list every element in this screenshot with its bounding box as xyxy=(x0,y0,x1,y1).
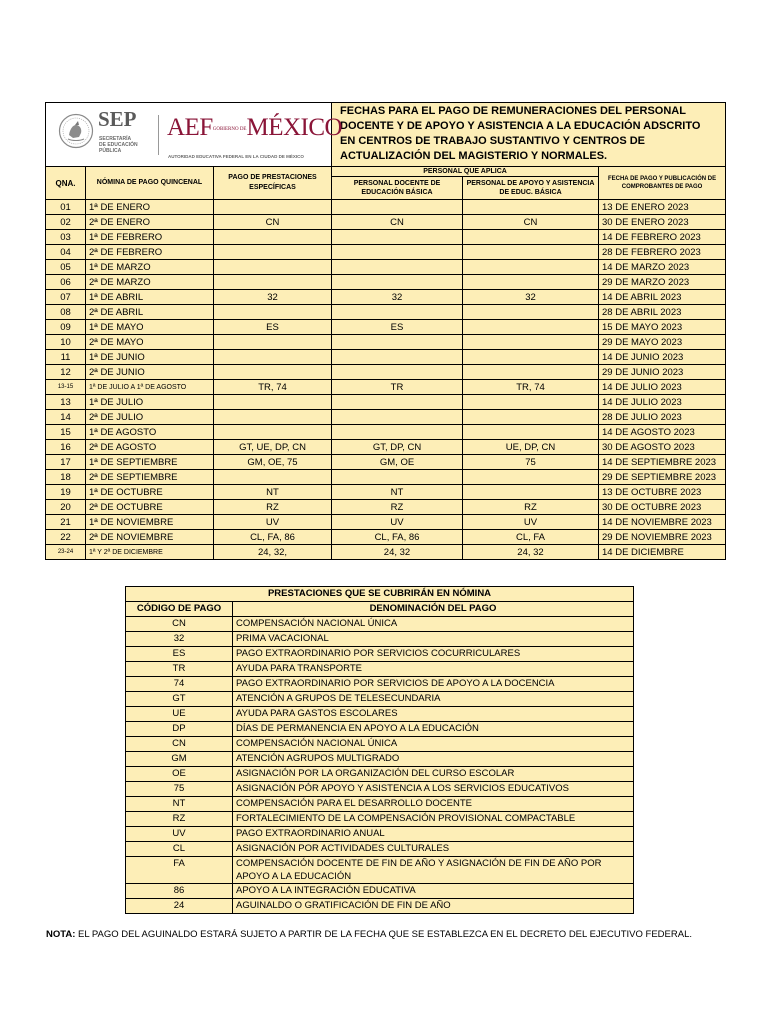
cell-doc: TR xyxy=(332,380,463,395)
cell-fecha: 15 DE MAYO 2023 xyxy=(599,320,726,335)
cell-prest xyxy=(214,200,332,215)
cell-apoyo xyxy=(463,230,599,245)
table-row xyxy=(46,260,726,275)
benefits-table xyxy=(125,586,634,914)
benefit-code: ES xyxy=(126,647,233,662)
benefit-code: OE xyxy=(126,767,233,782)
col-fecha: FECHA DE PAGO Y PUBLICACIÓN DE COMPROBANTES DE PAGO xyxy=(599,167,726,200)
benefit-code: RZ xyxy=(126,812,233,827)
cell-doc: ES xyxy=(332,320,463,335)
cell-qna: 11 xyxy=(46,350,86,365)
benefit-code: CN xyxy=(126,617,233,632)
table-row xyxy=(46,305,726,320)
cell-prest xyxy=(214,230,332,245)
benefit-code: 75 xyxy=(126,782,233,797)
cell-apoyo xyxy=(463,200,599,215)
cell-fecha: 14 DE ABRIL 2023 xyxy=(599,290,726,305)
cell-prest: TR, 74 xyxy=(214,380,332,395)
cell-qna: 16 xyxy=(46,440,86,455)
cell-doc xyxy=(332,425,463,440)
cell-prest xyxy=(214,245,332,260)
cell-doc xyxy=(332,245,463,260)
cell-fecha: 28 DE JULIO 2023 xyxy=(599,410,726,425)
cell-nomina: 1ª DE JULIO xyxy=(86,395,214,410)
benefit-name: ASIGNACIÓN POR LA ORGANIZACIÓN DEL CURSO ESCOLAR xyxy=(233,767,634,782)
cell-doc: GM, OE xyxy=(332,455,463,470)
benefit-name: COMPENSACIÓN DOCENTE DE FIN DE AÑO Y ASIGNACIÓN DE FIN DE AÑO POR APOYO A LA EDUCACIÓN xyxy=(233,857,634,884)
cell-nomina: 2ª DE AGOSTO xyxy=(86,440,214,455)
table-row xyxy=(46,365,726,380)
benefit-code: CN xyxy=(126,737,233,752)
benefit-name: FORTALECIMIENTO DE LA COMPENSACIÓN PROVISIONAL COMPACTABLE xyxy=(233,812,634,827)
cell-fecha: 14 DE AGOSTO 2023 xyxy=(599,425,726,440)
cell-nomina: 1ª DE MARZO xyxy=(86,260,214,275)
benefit-code: 74 xyxy=(126,677,233,692)
cell-doc xyxy=(332,230,463,245)
cell-doc xyxy=(332,395,463,410)
table-row xyxy=(46,500,726,515)
benefit-code: NT xyxy=(126,797,233,812)
table-row xyxy=(46,380,726,395)
benefit-name: PAGO EXTRAORDINARIO ANUAL xyxy=(233,827,634,842)
benefit-name: COMPENSACIÓN NACIONAL ÚNICA xyxy=(233,617,634,632)
cell-apoyo xyxy=(463,485,599,500)
cell-nomina: 1ª DE FEBRERO xyxy=(86,230,214,245)
cell-doc xyxy=(332,305,463,320)
cell-doc xyxy=(332,275,463,290)
table-row xyxy=(46,410,726,425)
list-item xyxy=(126,899,634,914)
cell-doc: RZ xyxy=(332,500,463,515)
benefit-name: AYUDA PARA TRANSPORTE xyxy=(233,662,634,677)
list-item xyxy=(126,827,634,842)
cell-prest xyxy=(214,350,332,365)
cell-nomina: 1ª DE MAYO xyxy=(86,320,214,335)
cell-fecha: 14 DE NOVIEMBRE 2023 xyxy=(599,515,726,530)
benefit-code: UE xyxy=(126,707,233,722)
cell-qna: 02 xyxy=(46,215,86,230)
cell-prest xyxy=(214,395,332,410)
col-denominacion: DENOMINACIÓN DEL PAGO xyxy=(233,602,634,617)
cell-fecha: 14 DE JULIO 2023 xyxy=(599,380,726,395)
cell-qna: 15 xyxy=(46,425,86,440)
cell-apoyo xyxy=(463,365,599,380)
cell-fecha: 29 DE SEPTIEMBRE 2023 xyxy=(599,470,726,485)
cell-prest xyxy=(214,425,332,440)
list-item xyxy=(126,692,634,707)
footnote: NOTA: EL PAGO DEL AGUINALDO ESTARÁ SUJETO A PARTIR DE LA FECHA QUE SE ESTABLEZCA EN EL DECRETO DEL EJECUTIVO FEDERAL. xyxy=(46,929,692,940)
cell-apoyo xyxy=(463,245,599,260)
cell-apoyo: UE, DP, CN xyxy=(463,440,599,455)
benefit-name: PAGO EXTRAORDINARIO POR SERVICIOS DE APOYO A LA DOCENCIA xyxy=(233,677,634,692)
document-title: FECHAS PARA EL PAGO DE REMUNERACIONES DEL PERSONAL DOCENTE Y DE APOYO Y ASISTENCIA A LA EDUCACIÓN ADSCRITO EN CENTROS DE TRABAJO SUSTANTIVO Y CENTROS DE ACTUALIZACIÓN DEL MAGISTERIO Y NORMALES. xyxy=(332,103,726,167)
cell-prest: GT, UE, DP, CN xyxy=(214,440,332,455)
table-row xyxy=(46,200,726,215)
cell-prest: 24, 32, xyxy=(214,545,332,560)
col-qna: QNA. xyxy=(46,167,86,200)
table-row xyxy=(46,440,726,455)
benefit-code: GM xyxy=(126,752,233,767)
cell-qna: 07 xyxy=(46,290,86,305)
cell-nomina: 2ª DE ABRIL xyxy=(86,305,214,320)
table-row xyxy=(46,455,726,470)
cell-qna: 03 xyxy=(46,230,86,245)
cell-qna: 01 xyxy=(46,200,86,215)
cell-prest: ES xyxy=(214,320,332,335)
cell-nomina: 1ª DE JUNIO xyxy=(86,350,214,365)
aef-logo-text: AEFGOBIERNO DEMÉXICO xyxy=(167,114,343,141)
col-prestaciones: PAGO DE PRESTACIONES ESPECÍFICAS xyxy=(214,167,332,200)
cell-prest xyxy=(214,335,332,350)
table-row xyxy=(46,425,726,440)
cell-fecha: 29 DE MAYO 2023 xyxy=(599,335,726,350)
cell-prest xyxy=(214,260,332,275)
cell-prest: GM, OE, 75 xyxy=(214,455,332,470)
cell-apoyo xyxy=(463,305,599,320)
cell-doc xyxy=(332,335,463,350)
cell-fecha: 14 DE JUNIO 2023 xyxy=(599,350,726,365)
table-row xyxy=(46,320,726,335)
cell-doc: CL, FA, 86 xyxy=(332,530,463,545)
cell-qna: 22 xyxy=(46,530,86,545)
table-row xyxy=(46,215,726,230)
cell-nomina: 2ª DE NOVIEMBRE xyxy=(86,530,214,545)
benefit-name: COMPENSACIÓN PARA EL DESARROLLO DOCENTE xyxy=(233,797,634,812)
cell-doc: NT xyxy=(332,485,463,500)
cell-qna: 13-15 xyxy=(46,380,86,395)
list-item xyxy=(126,722,634,737)
cell-fecha: 14 DE MARZO 2023 xyxy=(599,260,726,275)
cell-apoyo: UV xyxy=(463,515,599,530)
table-row xyxy=(46,350,726,365)
cell-prest xyxy=(214,410,332,425)
cell-apoyo: RZ xyxy=(463,500,599,515)
list-item xyxy=(126,842,634,857)
col-apoyo: PERSONAL DE APOYO Y ASISTENCIA DE EDUC. BÁSICA xyxy=(463,177,599,200)
cell-nomina: 1ª DE JULIO A 1ª DE AGOSTO xyxy=(86,380,214,395)
benefit-name: APOYO A LA INTEGRACIÓN EDUCATIVA xyxy=(233,884,634,899)
benefit-code: UV xyxy=(126,827,233,842)
list-item xyxy=(126,857,634,884)
list-item xyxy=(126,617,634,632)
benefit-name: AYUDA PARA GASTOS ESCOLARES xyxy=(233,707,634,722)
cell-qna: 04 xyxy=(46,245,86,260)
table-row xyxy=(46,530,726,545)
benefit-name: COMPENSACIÓN NACIONAL ÚNICA xyxy=(233,737,634,752)
cell-apoyo: TR, 74 xyxy=(463,380,599,395)
list-item xyxy=(126,782,634,797)
logos xyxy=(46,103,343,167)
cell-nomina: 1ª DE ENERO xyxy=(86,200,214,215)
list-item xyxy=(126,767,634,782)
cell-qna: 13 xyxy=(46,395,86,410)
cell-nomina: 1ª DE SEPTIEMBRE xyxy=(86,455,214,470)
cell-nomina: 1ª DE AGOSTO xyxy=(86,425,214,440)
cell-doc xyxy=(332,260,463,275)
cell-nomina: 2ª DE ENERO xyxy=(86,215,214,230)
cell-nomina: 2ª DE JULIO xyxy=(86,410,214,425)
cell-fecha: 14 DE FEBRERO 2023 xyxy=(599,230,726,245)
benefit-name: ASIGNACIÓN PÓR APOYO Y ASISTENCIA A LOS SERVICIOS EDUCATIVOS xyxy=(233,782,634,797)
cell-nomina: 2ª DE JUNIO xyxy=(86,365,214,380)
cell-prest: UV xyxy=(214,515,332,530)
cell-fecha: 30 DE ENERO 2023 xyxy=(599,215,726,230)
aef-subtitle: AUTORIDAD EDUCATIVA FEDERAL EN LA CIUDAD DE MÉXICO xyxy=(168,154,304,159)
cell-fecha: 30 DE AGOSTO 2023 xyxy=(599,440,726,455)
benefit-name: AGUINALDO O GRATIFICACIÓN DE FIN DE AÑO xyxy=(233,899,634,914)
cell-nomina: 1ª DE ABRIL xyxy=(86,290,214,305)
benefit-code: GT xyxy=(126,692,233,707)
logo-divider xyxy=(158,115,159,155)
cell-doc xyxy=(332,200,463,215)
table-row xyxy=(46,335,726,350)
cell-doc xyxy=(332,410,463,425)
table-row xyxy=(46,275,726,290)
sep-logo-text: SEP xyxy=(98,107,137,131)
list-item xyxy=(126,677,634,692)
list-item xyxy=(126,797,634,812)
benefit-code: FA xyxy=(126,857,233,884)
col-codigo: CÓDIGO DE PAGO xyxy=(126,602,233,617)
cell-qna: 21 xyxy=(46,515,86,530)
cell-apoyo xyxy=(463,395,599,410)
cell-fecha: 14 DE SEPTIEMBRE 2023 xyxy=(599,455,726,470)
table-row xyxy=(46,545,726,560)
col-docente: PERSONAL DOCENTE DE EDUCACIÓN BÁSICA xyxy=(332,177,463,200)
benefit-code: CL xyxy=(126,842,233,857)
cell-qna: 12 xyxy=(46,365,86,380)
benefits-title: PRESTACIONES QUE SE CUBRIRÁN EN NÓMINA xyxy=(126,587,634,602)
table-row xyxy=(46,485,726,500)
cell-qna: 14 xyxy=(46,410,86,425)
cell-prest xyxy=(214,365,332,380)
list-item xyxy=(126,632,634,647)
cell-nomina: 2ª DE MAYO xyxy=(86,335,214,350)
sep-subtitle: SECRETARÍA DE EDUCACIÓN PÚBLICA xyxy=(99,136,138,154)
cell-fecha: 29 DE MARZO 2023 xyxy=(599,275,726,290)
cell-prest xyxy=(214,470,332,485)
cell-prest xyxy=(214,275,332,290)
cell-qna: 17 xyxy=(46,455,86,470)
table-row xyxy=(46,230,726,245)
benefit-code: DP xyxy=(126,722,233,737)
cell-qna: 23-24 xyxy=(46,545,86,560)
list-item xyxy=(126,647,634,662)
cell-nomina: 2ª DE FEBRERO xyxy=(86,245,214,260)
benefit-name: ASIGNACIÓN POR ACTIVIDADES CULTURALES xyxy=(233,842,634,857)
cell-fecha: 30 DE OCTUBRE 2023 xyxy=(599,500,726,515)
benefit-name: ATENCIÓN AGRUPOS MULTIGRADO xyxy=(233,752,634,767)
cell-apoyo xyxy=(463,470,599,485)
cell-doc: UV xyxy=(332,515,463,530)
list-item xyxy=(126,752,634,767)
cell-apoyo xyxy=(463,335,599,350)
cell-nomina: 1ª DE OCTUBRE xyxy=(86,485,214,500)
benefit-name: DÍAS DE PERMANENCIA EN APOYO A LA EDUCACIÓN xyxy=(233,722,634,737)
benefit-code: 32 xyxy=(126,632,233,647)
cell-doc: 32 xyxy=(332,290,463,305)
cell-prest: NT xyxy=(214,485,332,500)
cell-doc xyxy=(332,350,463,365)
cell-apoyo xyxy=(463,320,599,335)
cell-apoyo xyxy=(463,260,599,275)
table-row xyxy=(46,245,726,260)
cell-prest: CL, FA, 86 xyxy=(214,530,332,545)
cell-apoyo: 32 xyxy=(463,290,599,305)
table-row xyxy=(46,395,726,410)
cell-qna: 19 xyxy=(46,485,86,500)
col-nomina: NÓMINA DE PAGO QUINCENAL xyxy=(86,167,214,200)
cell-fecha: 29 DE JUNIO 2023 xyxy=(599,365,726,380)
list-item xyxy=(126,884,634,899)
cell-qna: 06 xyxy=(46,275,86,290)
cell-apoyo xyxy=(463,350,599,365)
list-item xyxy=(126,707,634,722)
list-item xyxy=(126,737,634,752)
cell-apoyo: CN xyxy=(463,215,599,230)
cell-doc xyxy=(332,470,463,485)
cell-qna: 10 xyxy=(46,335,86,350)
cell-doc xyxy=(332,365,463,380)
cell-fecha: 28 DE FEBRERO 2023 xyxy=(599,245,726,260)
cell-fecha: 14 DE JULIO 2023 xyxy=(599,395,726,410)
cell-fecha: 13 DE OCTUBRE 2023 xyxy=(599,485,726,500)
payment-schedule-table xyxy=(45,102,726,560)
benefit-name: ATENCIÓN A GRUPOS DE TELESECUNDARIA xyxy=(233,692,634,707)
cell-prest xyxy=(214,305,332,320)
cell-doc: 24, 32 xyxy=(332,545,463,560)
cell-nomina: 2ª DE MARZO xyxy=(86,275,214,290)
cell-apoyo xyxy=(463,410,599,425)
cell-qna: 09 xyxy=(46,320,86,335)
cell-fecha: 13 DE ENERO 2023 xyxy=(599,200,726,215)
cell-fecha: 14 DE DICIEMBRE xyxy=(599,545,726,560)
cell-apoyo: CL, FA xyxy=(463,530,599,545)
benefit-name: PRIMA VACACIONAL xyxy=(233,632,634,647)
cell-prest: 32 xyxy=(214,290,332,305)
list-item xyxy=(126,812,634,827)
cell-prest: CN xyxy=(214,215,332,230)
cell-qna: 18 xyxy=(46,470,86,485)
cell-fecha: 29 DE NOVIEMBRE 2023 xyxy=(599,530,726,545)
cell-qna: 05 xyxy=(46,260,86,275)
list-item xyxy=(126,662,634,677)
benefit-code: 24 xyxy=(126,899,233,914)
benefit-code: TR xyxy=(126,662,233,677)
cell-nomina: 2ª DE OCTUBRE xyxy=(86,500,214,515)
cell-doc: CN xyxy=(332,215,463,230)
cell-qna: 08 xyxy=(46,305,86,320)
cell-apoyo: 24, 32 xyxy=(463,545,599,560)
cell-prest: RZ xyxy=(214,500,332,515)
cell-apoyo xyxy=(463,275,599,290)
cell-nomina: 2ª DE SEPTIEMBRE xyxy=(86,470,214,485)
cell-nomina: 1ª DE NOVIEMBRE xyxy=(86,515,214,530)
cell-qna: 20 xyxy=(46,500,86,515)
table-row xyxy=(46,470,726,485)
cell-apoyo xyxy=(463,425,599,440)
col-personal-aplica: PERSONAL QUE APLICA xyxy=(332,167,599,177)
benefit-code: 86 xyxy=(126,884,233,899)
cell-fecha: 28 DE ABRIL 2023 xyxy=(599,305,726,320)
cell-apoyo: 75 xyxy=(463,455,599,470)
mexican-seal-icon xyxy=(58,113,94,149)
cell-nomina: 1ª Y 2ª DE DICIEMBRE xyxy=(86,545,214,560)
table-row xyxy=(46,290,726,305)
cell-doc: GT, DP, CN xyxy=(332,440,463,455)
benefit-name: PAGO EXTRAORDINARIO POR SERVICIOS COCURRICULARES xyxy=(233,647,634,662)
table-row xyxy=(46,515,726,530)
